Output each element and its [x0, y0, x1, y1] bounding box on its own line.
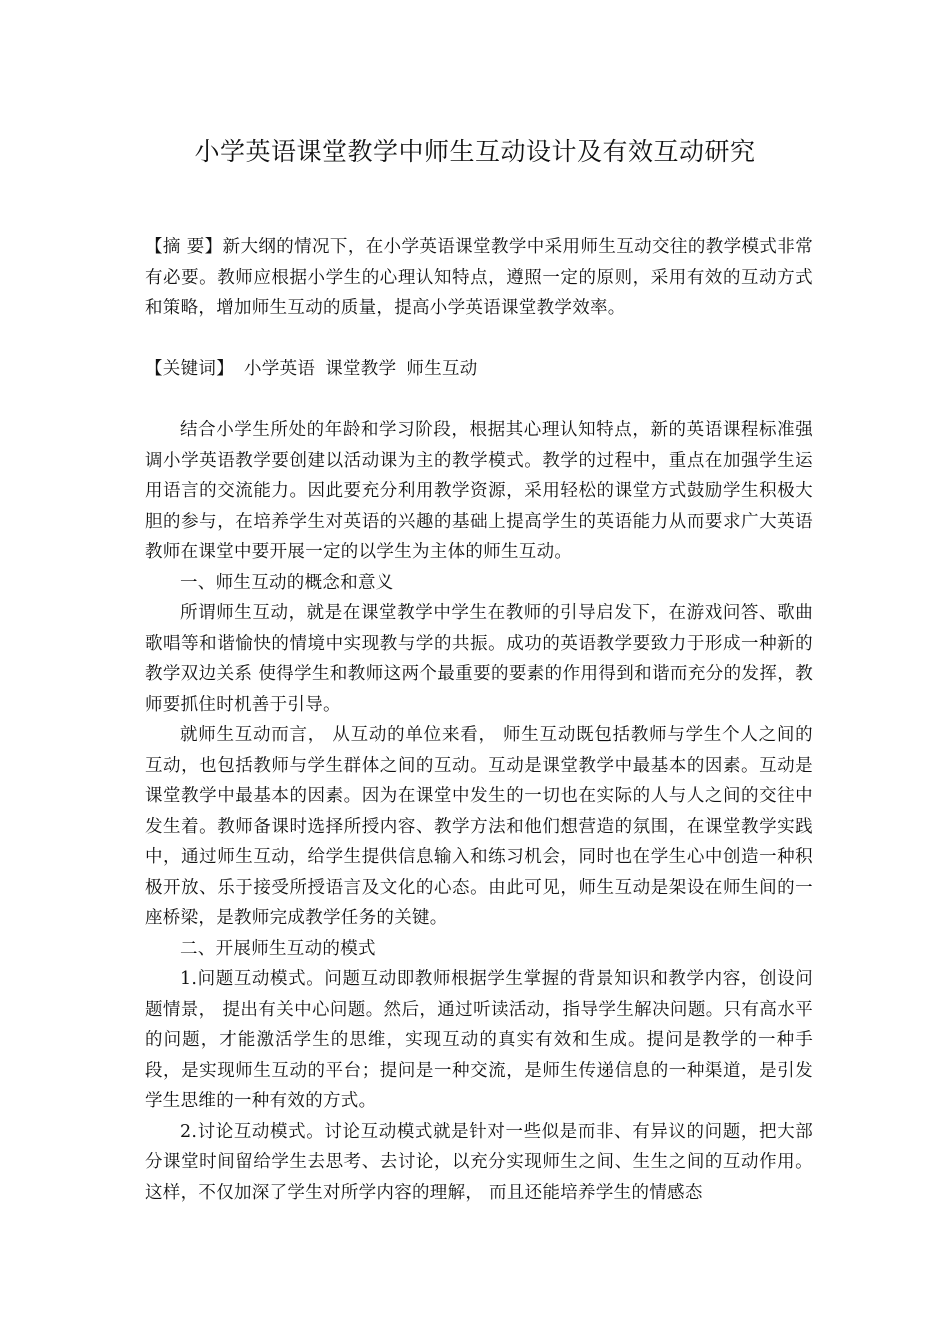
abstract-label: 【摘 要】 — [145, 237, 223, 257]
abstract-section — [145, 232, 813, 324]
section-heading: 二、开展师生互动的模式 — [180, 938, 376, 959]
abstract-text: 新大纲的情况下，在小学英语课堂教学中采用师生互动交往的教学模式非常有必要。教师应根据小学生的心理认知特点，遵照一定的原则，采用有效的互动方式和策略，增加师生互动的质量，提高小学英语课堂教学效率。 — [145, 237, 813, 318]
document-title: 小学英语课堂教学中师生互动设计及有效互动研究 — [194, 137, 756, 166]
body-paragraph: 2.讨论互动模式。讨论互动模式就是针对一些似是而非、有异议的问题，把大部分课堂时间留给学生去思考、去讨论，以充分实现师生之间、生生之间的互动作用。这样，不仅加深了学生对所学内容的理解， 而且还能培养学生的情感态 — [145, 1121, 813, 1203]
keyword-item: 小学英语 — [244, 359, 316, 379]
main-body — [145, 415, 813, 1208]
keywords-label: 【关键词】 — [145, 359, 234, 379]
keyword-item: 师生互动 — [406, 359, 478, 379]
keyword-item: 课堂教学 — [325, 359, 397, 379]
section-heading: 一、师生互动的概念和意义 — [180, 572, 394, 593]
body-paragraph: 结合小学生所处的年龄和学习阶段，根据其心理认知特点，新的英语课程标准强调小学英语教学要创建以活动课为主的教学模式。教学的过程中，重点在加强学生运用语言的交流能力。因此要充分利用教学资源，采用轻松的课堂方式鼓励学生积极大胆的参与，在培养学生对英语的兴趣的基础上提高学生的英语能力从而要求广大英语教师在课堂中要开展一定的以学生为主体的师生互动。 — [145, 420, 813, 562]
keywords-line — [145, 354, 813, 385]
keywords-section — [145, 354, 813, 385]
body-paragraph: 所谓师生互动，就是在课堂教学中学生在教师的引导启发下，在游戏问答、歌曲歌唱等和谐愉快的情境中实现教与学的共振。成功的英语教学要致力于形成一种新的教学双边关系 使得学生和教师这两个最重要的要素的作用得到和谐而充分的发挥，教师要抓住时机善于引导。 — [145, 603, 813, 715]
body-paragraph: 1.问题互动模式。问题互动即教师根据学生掌握的背景知识和教学内容，创设问题情景， 提出有关中心问题。然后，通过听读活动，指导学生解决问题。只有高水平的问题，才能激活学生的思维，实现互动的真实有效和生成。提问是教学的一种手段，是实现师生互动的平台；提问是一种交流，是师生传递信息的一种渠道，是引发学生思维的一种有效的方式。 — [145, 969, 813, 1111]
abstract-paragraph — [145, 232, 813, 324]
body-paragraph: 就师生互动而言， 从互动的单位来看， 师生互动既包括教师与学生个人之间的互动，也包括教师与学生群体之间的互动。互动是课堂教学中最基本的因素。互动是课堂教学中最基本的因素。因为在课堂中发生的一切也在实际的人与人之间的交往中发生着。教师备课时选择所授内容、教学方法和他们想营造的氛围，在课堂教学实践中，通过师生互动，给学生提供信息输入和练习机会，同时也在学生心中创造一种积极开放、乐于接受所授语言及文化的心态。由此可见，师生互动是架设在师生间的一座桥梁，是教师完成教学任务的关键。 — [145, 725, 813, 928]
